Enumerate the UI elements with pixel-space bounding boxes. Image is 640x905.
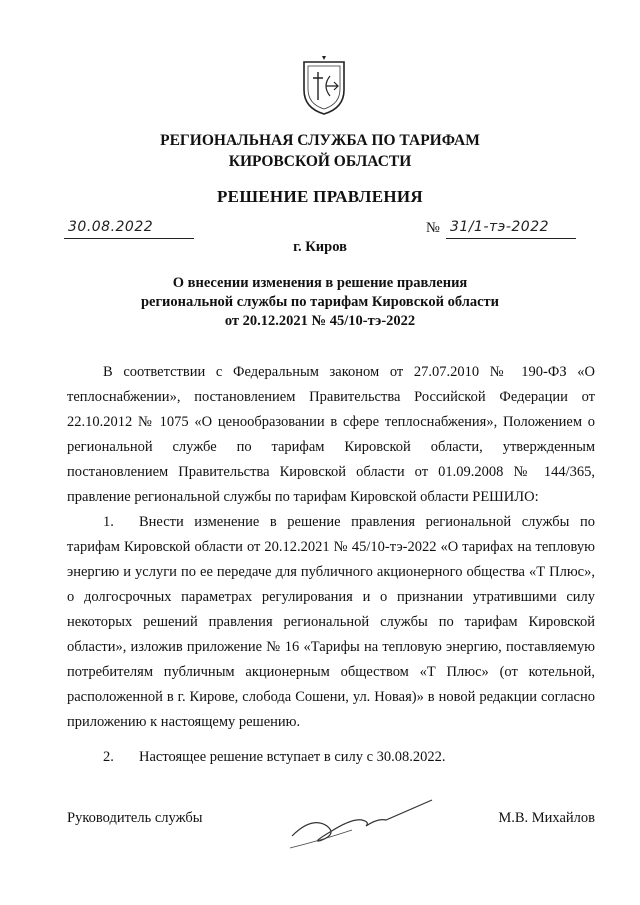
number-line [446, 218, 576, 239]
item-1-number: 1. [103, 514, 114, 530]
org-line-1: РЕГИОНАЛЬНАЯ СЛУЖБА ПО ТАРИФАМ [160, 132, 480, 149]
number-sign: № [426, 220, 440, 236]
organization-name [0, 130, 640, 172]
subject-line-3: от 20.12.2021 № 45/10-тэ-2022 [224, 313, 416, 329]
city: г. Киров [293, 239, 347, 255]
number-field [426, 218, 576, 238]
preamble-paragraph: В соответствии с Федеральным законом от 27.07.2010 № 190-ФЗ «О теплоснабжении», постановлением Правительства Российской Федерации от 22.10.2012 № 1075 «О ценообразовании в сфере теплоснабжения», Положением о региональной службе по тарифам Кировской области, утвержденным постановлением Правительства Кировской области от 01.09.2008 № 144/365, правление региональной службы по тарифам Кировской области РЕШИЛО: [67, 364, 595, 505]
subject-line-2: региональной службы по тарифам Кировской области [140, 294, 500, 310]
handwritten-signature [282, 796, 442, 856]
org-line-2: КИРОВСКОЙ ОБЛАСТИ [228, 153, 412, 170]
document-date: 30.08.2022 [68, 219, 154, 235]
subject-line-1: О внесении изменения в решение правления [172, 275, 468, 291]
coat-of-arms-emblem [300, 56, 348, 116]
item-1 [67, 510, 595, 735]
signatory-role: Руководитель службы [67, 810, 203, 826]
item-2-text: Настоящее решение вступает в силу с 30.08.2022. [139, 749, 446, 765]
subject-title [0, 274, 640, 331]
item-1-text: Внести изменение в решение правления региональной службы по тарифам Кировской области от 20.12.2021 № 45/10-тэ-2022 «О тарифах на тепловую энергию и услуги по ее передаче для публичного акционерного общества «Т Плюс», о долгосрочных параметрах регулирования и о признании утратившими силу некоторых решений правления региональной службы по тарифам Кировской области», изложив приложение № 16 «Тарифы на тепловую энергию, поставляемую потребителям публичным акционерным обществом «Т Плюс» (от котельной, расположенной в г. Кирове, слобода Сошени, ул. Новая)» в новой редакции согласно приложению к настоящему решению. [67, 514, 595, 730]
document-type: РЕШЕНИЕ ПРАВЛЕНИЯ [217, 187, 423, 206]
signatory-name: М.В. Михайлов [498, 810, 595, 826]
item-2-number: 2. [103, 749, 114, 765]
date-field [64, 218, 194, 239]
document-number: 31/1-тэ-2022 [450, 219, 550, 235]
item-2 [67, 745, 595, 770]
